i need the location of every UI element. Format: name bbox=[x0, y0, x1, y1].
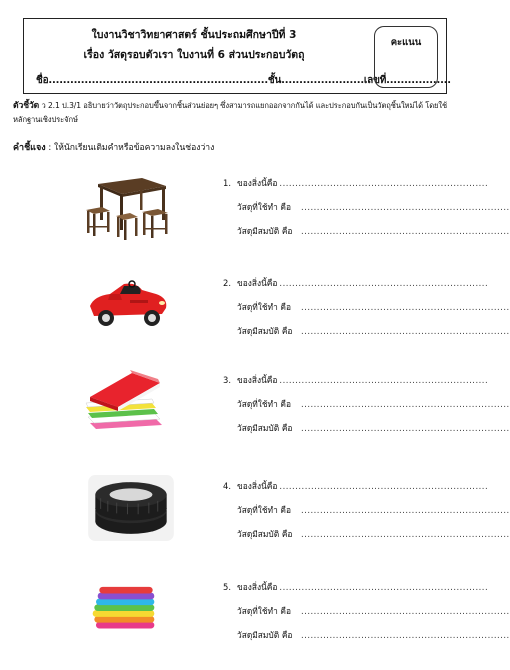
answer-blank[interactable]: .................................................................. bbox=[279, 481, 489, 491]
q2-material: วัสดุที่ใช้ทำ คือ .................................................................. bbox=[237, 302, 510, 312]
instruction-label: คำชี้แจง bbox=[13, 143, 46, 153]
student-info-line: ชื่อ.............................................................ชั้น.......................เลขที่.................. bbox=[36, 75, 451, 86]
folded-towels-image bbox=[86, 580, 166, 642]
answer-blank[interactable]: .................................................................. bbox=[301, 606, 510, 616]
toy-car-image bbox=[80, 270, 176, 344]
instruction-text: : ให้นักเรียนเติมคำหรือข้อความลงในช่องว่าง bbox=[45, 143, 215, 153]
score-label: คะแนน bbox=[390, 37, 422, 48]
question-item-5 bbox=[0, 580, 510, 670]
answer-blank[interactable]: .................................................................. bbox=[301, 630, 510, 640]
answer-blank[interactable]: .................................................................. bbox=[301, 505, 510, 515]
table-with-stools-image bbox=[80, 170, 176, 244]
q4-object-name: 4. ของสิ่งนี้คือ .................................................................. bbox=[223, 481, 489, 491]
question-item-1 bbox=[0, 170, 510, 260]
worksheet-title: ใบงานวิชาวิทยาศาสตร์ ชั้นประถมศึกษาปีที่ 3 bbox=[91, 29, 297, 41]
stack-of-books-image bbox=[82, 367, 178, 441]
indicator-paragraph bbox=[13, 99, 459, 127]
indicator-text: ว 2.1 ป.3/1 อธิบายว่าวัตถุประกอบขึ้นจากชิ้นส่วนย่อยๆ ซึ่งสามารถแยกออกจากกันได้ และประกอบกันเป็นวัตถุชิ้นใหม่ได้ โดยใช้หลักฐานเชิงประจักษ์ bbox=[13, 101, 448, 124]
answer-blank[interactable]: .................................................................. bbox=[279, 375, 489, 385]
answer-blank[interactable]: .................................................................. bbox=[301, 529, 510, 539]
question-item-2 bbox=[0, 270, 510, 360]
score-box bbox=[374, 26, 438, 88]
answer-blank[interactable]: .................................................................. bbox=[301, 423, 510, 433]
answer-blank[interactable]: .................................................................. bbox=[301, 302, 510, 312]
q2-property: วัสดุมีสมบัติ คือ .................................................................. bbox=[237, 326, 510, 336]
indicator-label: ตัวชี้วัด bbox=[13, 101, 40, 111]
q5-material: วัสดุที่ใช้ทำ คือ .................................................................. bbox=[237, 606, 510, 616]
question-item-4 bbox=[0, 475, 510, 565]
q5-object-name: 5. ของสิ่งนี้คือ .................................................................. bbox=[223, 582, 489, 592]
answer-blank[interactable]: .................................................................. bbox=[279, 278, 489, 288]
q1-property: วัสดุมีสมบัติ คือ .................................................................. bbox=[237, 226, 510, 236]
answer-blank[interactable]: .................................................................. bbox=[279, 582, 489, 592]
q4-material: วัสดุที่ใช้ทำ คือ .................................................................. bbox=[237, 505, 510, 515]
car-tires-image bbox=[86, 475, 176, 541]
answer-blank[interactable]: .................................................................. bbox=[301, 226, 510, 236]
instruction-line bbox=[13, 140, 214, 154]
answer-blank[interactable]: .................................................................. bbox=[279, 178, 489, 188]
header-box bbox=[23, 18, 451, 94]
q3-object-name: 3. ของสิ่งนี้คือ .................................................................. bbox=[223, 375, 489, 385]
answer-blank[interactable]: .................................................................. bbox=[301, 202, 510, 212]
q5-property: วัสดุมีสมบัติ คือ .................................................................. bbox=[237, 630, 510, 640]
worksheet-subtitle: เรื่อง วัสดุรอบตัวเรา ใบงานที่ 6 ส่วนประกอบวัตถุ bbox=[83, 49, 305, 61]
q1-material: วัสดุที่ใช้ทำ คือ .................................................................. bbox=[237, 202, 510, 212]
q1-object-name: 1. ของสิ่งนี้คือ .................................................................. bbox=[223, 178, 489, 188]
answer-blank[interactable]: .................................................................. bbox=[301, 326, 510, 336]
q3-property: วัสดุมีสมบัติ คือ .................................................................. bbox=[237, 423, 510, 433]
question-item-3 bbox=[0, 367, 510, 457]
answer-blank[interactable]: .................................................................. bbox=[301, 399, 510, 409]
q4-property: วัสดุมีสมบัติ คือ .................................................................. bbox=[237, 529, 510, 539]
q2-object-name: 2. ของสิ่งนี้คือ .................................................................. bbox=[223, 278, 489, 288]
q3-material: วัสดุที่ใช้ทำ คือ .................................................................. bbox=[237, 399, 510, 409]
